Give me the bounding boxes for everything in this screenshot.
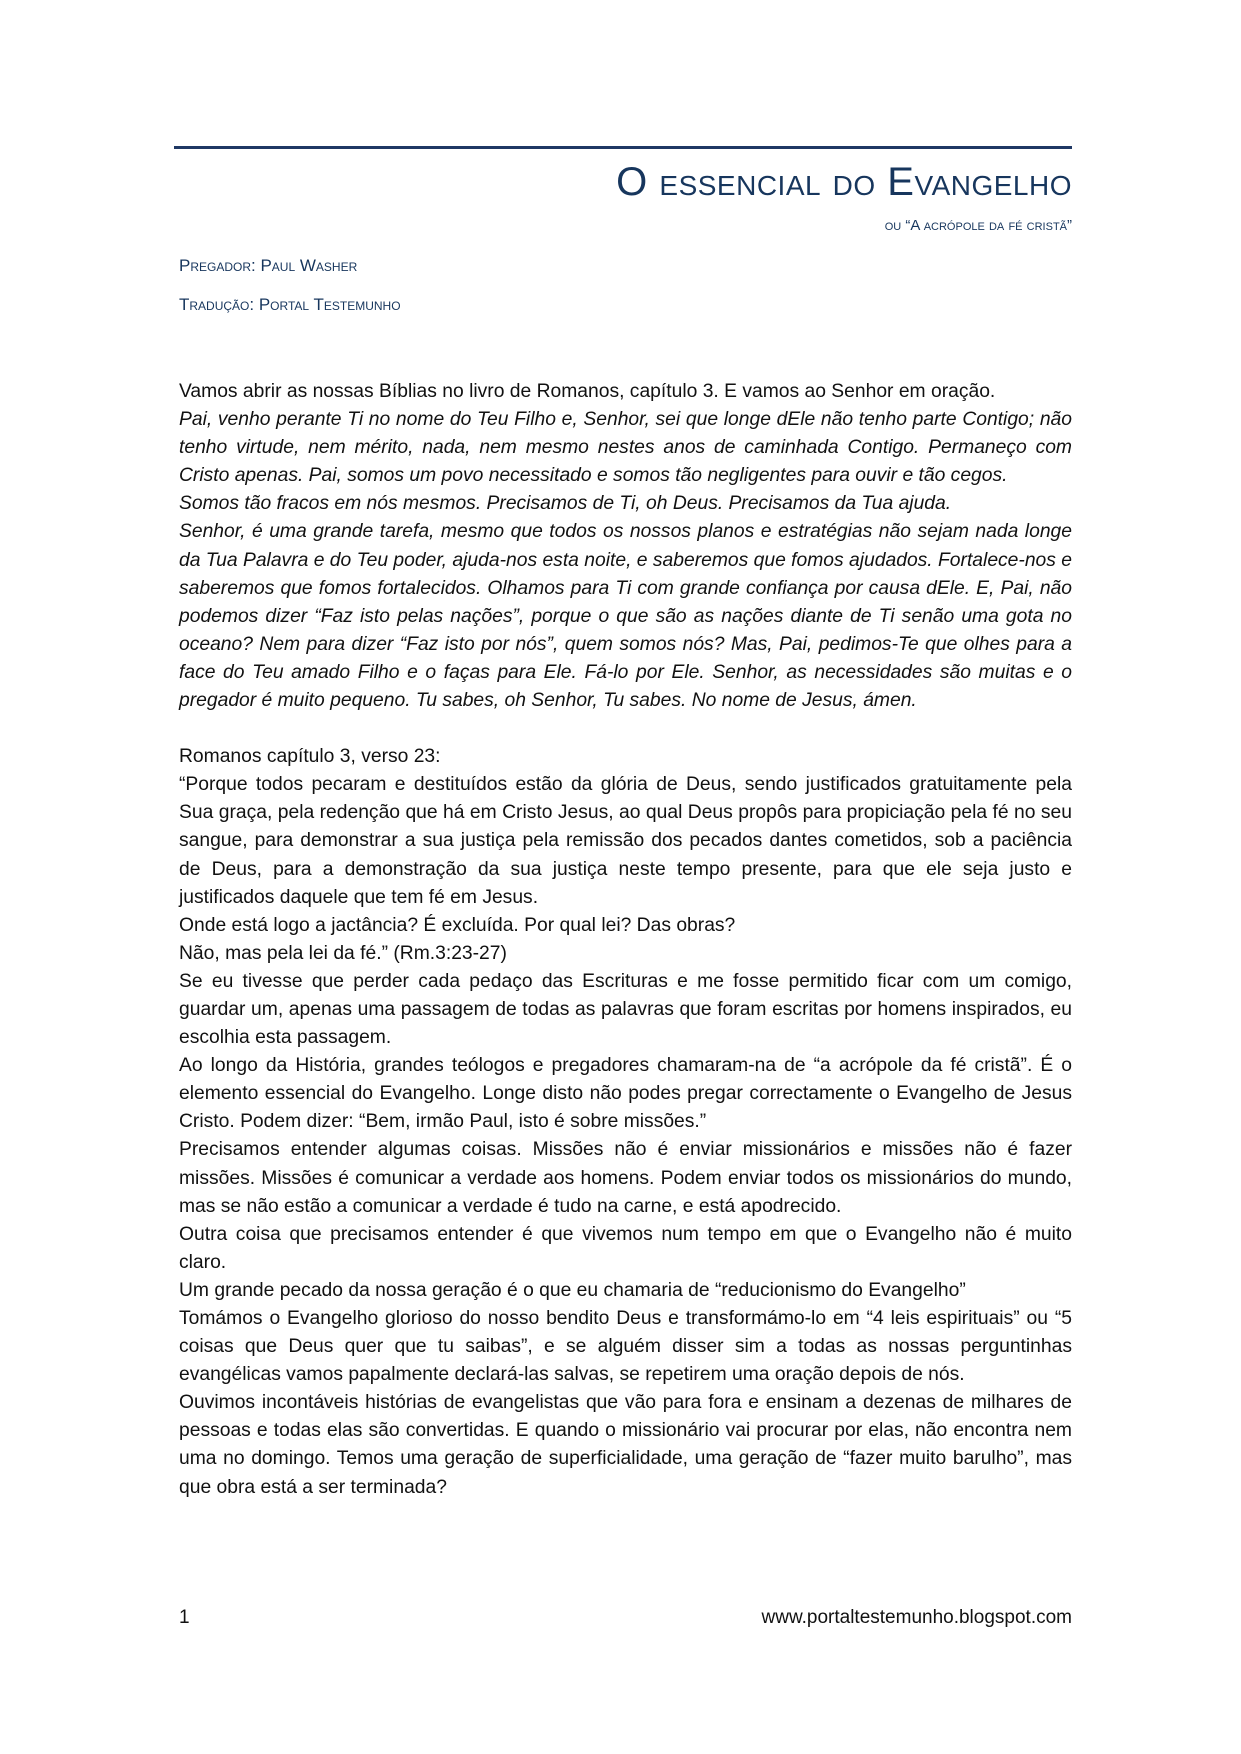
document-body: [179, 378, 1072, 1502]
sermon-paragraph: Romanos capítulo 3, verso 23:: [179, 746, 441, 768]
paragraph-gap: [179, 715, 1072, 743]
header-rule: [174, 146, 1072, 149]
prayer-paragraph: Pai, venho perante Ti no nome do Teu Filho e, Senhor, sei que longe dEle não tenho parte Contigo; não tenho virtude, nem mérito, nada, nem mesmo nestes anos de caminhada Contigo. Permaneço com Cristo apenas. Pai, somos um povo necessitado e somos tão negligentes para ouvir e tão cegos.: [179, 409, 1072, 487]
sermon-paragraph: Precisamos entender algumas coisas. Missões não é enviar missionários e missões não é fazer missões. Missões é comunicar a verdade aos homens. Podem enviar todos os missionários do mundo, mas se não estão a comunicar a verdade é tudo na carne, e está apodrecido.: [179, 1139, 1072, 1217]
sermon-paragraph: Ouvimos incontáveis histórias de evangelistas que vão para fora e ensinam a dezenas de milhares de pessoas e todas elas são convertidas. E quando o missionário vai procurar por elas, não encontra nem uma no domingo. Temos uma geração de superficialidade, uma geração de “fazer muito barulho”, mas que obra está a ser terminada?: [179, 1392, 1072, 1498]
prayer-paragraph: Senhor, é uma grande tarefa, mesmo que todos os nossos planos e estratégias não sejam nada longe da Tua Palavra e do Teu poder, ajuda-nos esta noite, e saberemos que fomos ajudados. Fortalece-nos e saberemos que fomos fortalecidos. Olhamos para Ti com grande confiança por causa dEle. E, Pai, não podemos dizer “Faz isto pelas nações”, porque o que são as nações diante de Ti senão uma gota no oceano? Nem para dizer “Faz isto por nós”, quem somos nós? Mas, Pai, pedimos-Te que olhes para a face do Teu amado Filho e o faças para Ele. Fá-lo por Ele. Senhor, as necessidades são muitas e o pregador é muito pequeno. Tu sabes, oh Senhor, Tu sabes. No nome de Jesus, ámen.: [179, 521, 1072, 712]
sermon-paragraph: Outra coisa que precisamos entender é que vivemos num tempo em que o Evangelho não é muito claro.: [179, 1223, 1072, 1273]
preacher-line: Pregador: Paul Washer: [179, 256, 358, 275]
translation-line: Tradução: Portal Testemunho: [179, 295, 401, 314]
document-subtitle: ou “A acrópole da fé cristã”: [884, 217, 1072, 234]
page-number: 1: [179, 1607, 190, 1628]
prayer-paragraph: Somos tão fracos em nós mesmos. Precisamos de Ti, oh Deus. Precisamos da Tua ajuda.: [179, 493, 952, 515]
scripture-quote: Onde está logo a jactância? É excluída. Por qual lei? Das obras?: [179, 914, 736, 936]
intro-paragraph: Vamos abrir as nossas Bíblias no livro de Romanos, capítulo 3. E vamos ao Senhor em oração.: [179, 381, 996, 402]
document-title: O essencial do Evangelho: [616, 160, 1072, 204]
sermon-paragraph: Ao longo da História, grandes teólogos e pregadores chamaram-na de “a acrópole da fé cristã”. É o elemento essencial do Evangelho. Longe disto não podes pregar correctamente o Evangelho de Jesus Cristo. Podem dizer: “Bem, irmão Paul, isto é sobre missões.”: [179, 1055, 1072, 1133]
sermon-paragraph: Tomámos o Evangelho glorioso do nosso bendito Deus e transformámo-lo em “4 leis espirituais” ou “5 coisas que Deus quer que tu saibas”, e se alguém disser sim a todas as nossas perguntinhas evangélicas vamos papalmente declará-las salvas, se repetirem uma oração depois de nós.: [179, 1308, 1072, 1386]
scripture-quote: Não, mas pela lei da fé.” (Rm.3:23-27): [179, 942, 507, 964]
sermon-paragraph: Um grande pecado da nossa geração é o que eu chamaria de “reducionismo do Evangelho”: [179, 1279, 966, 1301]
footer-url[interactable]: www.portaltestemunho.blogspot.com: [761, 1607, 1072, 1628]
scripture-quote: “Porque todos pecaram e destituídos estão da glória de Deus, sendo justificados gratuitamente pela Sua graça, pela redenção que há em Cristo Jesus, ao qual Deus propôs para propiciação pela fé no seu sangue, para demonstrar a sua justiça pela remissão dos pecados dantes cometidos, sob a paciência de Deus, para a demonstração da sua justiça neste tempo presente, para que ele seja justo e justificados daquele que tem fé em Jesus.: [179, 774, 1072, 908]
sermon-paragraph: Se eu tivesse que perder cada pedaço das Escrituras e me fosse permitido ficar com um comigo, guardar um, apenas uma passagem de todas as palavras que foram escritas por homens inspirados, eu escolhia esta passagem.: [179, 970, 1072, 1049]
